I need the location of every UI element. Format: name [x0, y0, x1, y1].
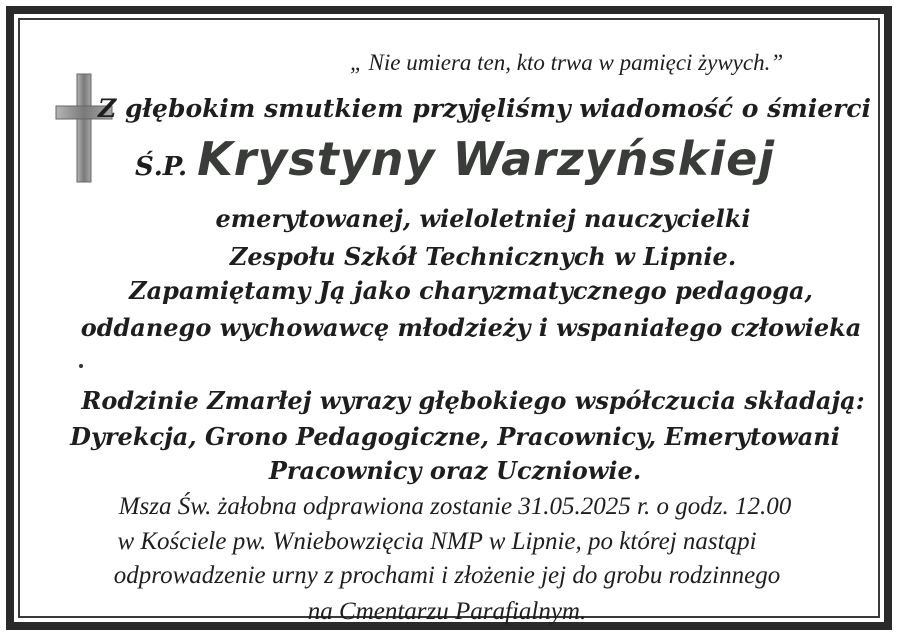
deceased-name: Krystyny Warzyńskiej	[197, 132, 776, 186]
condolence-line: Dyrekcja, Grono Pedagogiczne, Pracownicy, Emerytowani	[70, 422, 840, 451]
memorial-motto: „ Nie umiera ten, kto trwa w pamięci żywych.”	[350, 50, 784, 75]
deceased-prefix: Ś.P.	[134, 152, 188, 182]
funeral-line: na Cmentarzu Parafialnym.	[307, 598, 587, 625]
description-line: oddanego wychowawcę młodzieży i wspaniałego człowieka	[80, 313, 862, 342]
condolence-line: Pracownicy oraz Uczniowie.	[268, 456, 642, 485]
condolence-line: Rodzinie Zmarłej wyrazy głębokiego współczucia składają:	[81, 386, 865, 415]
description-line: Zapamiętamy Ją jako charyzmatycznego pedagoga,	[129, 276, 813, 305]
description-line: Zespołu Szkół Technicznych w Lipnie.	[229, 242, 737, 271]
funeral-line: Msza Św. żałobna odprawiona zostanie 31.05.2025 r. o godz. 12.00	[118, 493, 792, 520]
funeral-line: odprowadzenie urny z prochami i złożenie jej do grobu rodzinnego	[113, 562, 781, 589]
speck-mark	[79, 364, 83, 368]
deceased-name-row	[20, 132, 890, 186]
sorrow-line: Z głębokim smutkiem przyjęliśmy wiadomość o śmierci	[98, 94, 871, 123]
funeral-line: w Kościele pw. Wniebowzięcia NMP w Lipnie, po której nastąpi	[117, 528, 757, 555]
obituary-frame	[6, 6, 892, 630]
obituary-inner-border	[18, 18, 880, 625]
description-line: emerytowanej, wieloletniej nauczycielki	[215, 204, 751, 233]
